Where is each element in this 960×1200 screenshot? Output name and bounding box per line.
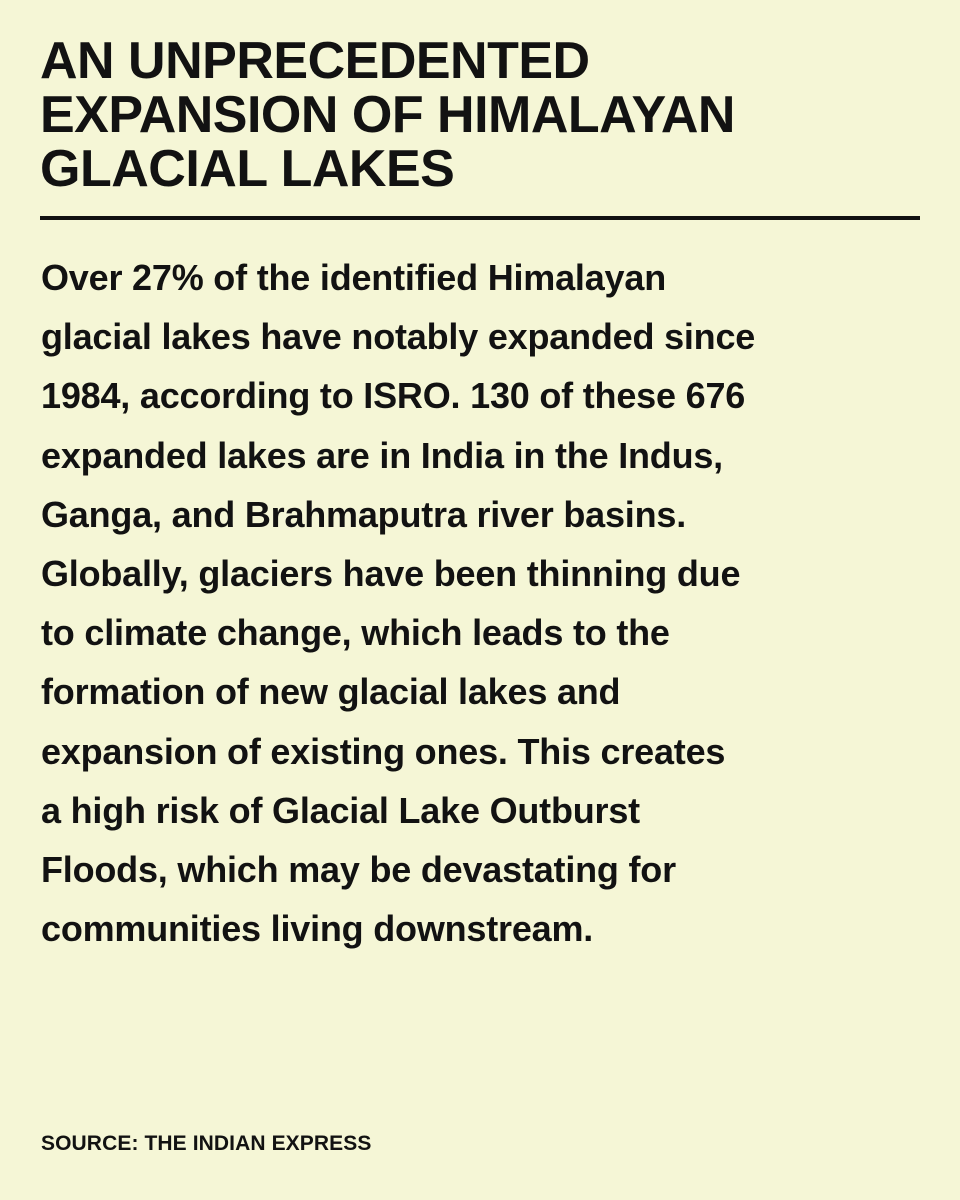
body-line: communities living downstream.: [41, 908, 594, 950]
body-line: expansion of existing ones. This creates: [41, 730, 726, 772]
headline-line: EXPANSION OF HIMALAYAN: [40, 86, 735, 144]
headline-line: GLACIAL LAKES: [40, 140, 455, 198]
body-line: Over 27% of the identified Himalayan: [41, 257, 666, 298]
body-line: expanded lakes are in India in the Indus,: [41, 434, 723, 476]
headline: [40, 34, 920, 196]
body-line: 1984, according to ISRO. 130 of these 676: [41, 375, 746, 417]
source-credit: SOURCE: THE INDIAN EXPRESS: [41, 1132, 372, 1155]
body-line: Ganga, and Brahmaputra river basins.: [41, 493, 687, 535]
headline-divider: [40, 216, 920, 220]
headline-line: AN UNPRECEDENTED: [40, 32, 590, 90]
body-line: glacial lakes have notably expanded since: [41, 316, 756, 358]
body-line: to climate change, which leads to the: [41, 612, 670, 654]
body-line: Floods, which may be devastating for: [41, 849, 676, 891]
body-line: formation of new glacial lakes and: [41, 671, 621, 713]
body-line: a high risk of Glacial Lake Outburst: [41, 789, 640, 831]
body-line: Globally, glaciers have been thinning due: [41, 553, 741, 595]
body-paragraph: [41, 248, 921, 958]
